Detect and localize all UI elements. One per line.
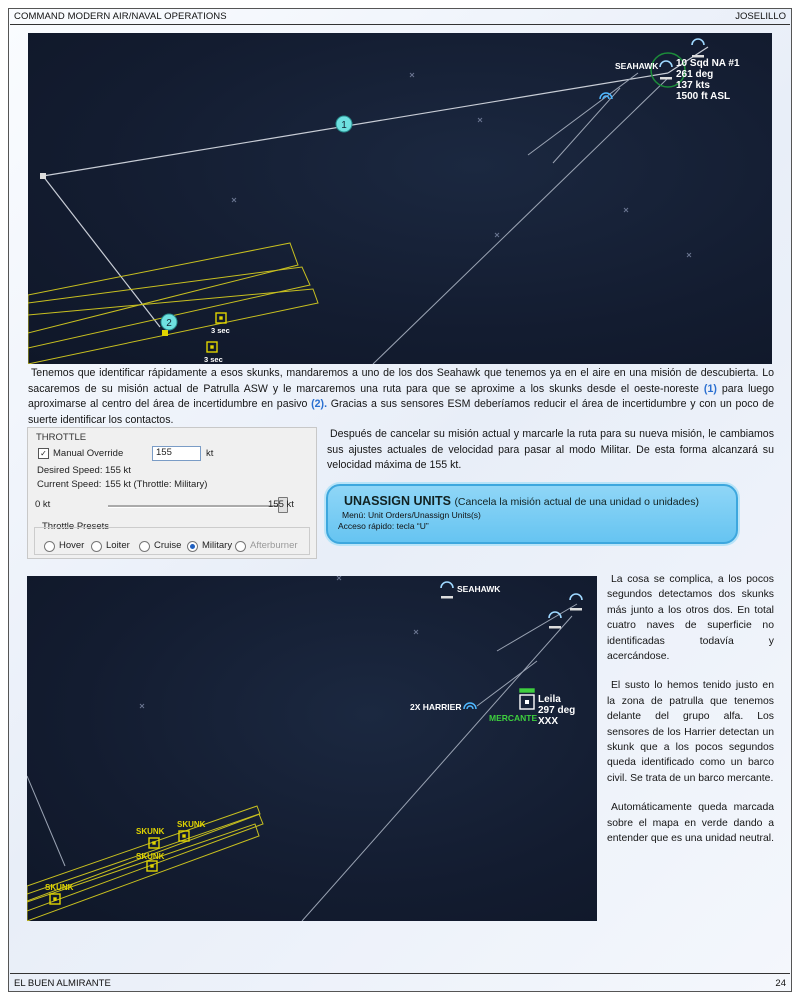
preset-afterburner-radio[interactable] — [235, 541, 246, 552]
current-speed-value: 155 kt (Throttle: Military) — [105, 479, 208, 490]
unassign-menu: Menú: Unit Orders/Unassign Units(s) — [342, 510, 481, 520]
speed-unit: kt — [206, 448, 214, 459]
desired-speed-label: Desired Speed: — [37, 465, 103, 476]
header-author: JOSELILLO — [735, 11, 786, 22]
seahawk-icon-2 — [441, 582, 453, 599]
skunk-label-1: SKUNK — [177, 820, 206, 829]
preset-military-radio[interactable] — [187, 541, 198, 552]
merchant-label: MERCANTE — [489, 713, 538, 723]
uncertainty-area-2 — [27, 806, 263, 921]
seahawk-icon — [660, 61, 672, 80]
uncertainty-area-1 — [28, 243, 318, 364]
route-marker-2 — [161, 314, 177, 330]
slider-min-label: 0 kt — [35, 499, 51, 510]
merchant-ship-icon — [520, 689, 534, 709]
map1-unit-info-4: 1500 ft ASL — [676, 91, 731, 102]
helicopter-icon-east-2 — [570, 594, 582, 611]
preset-hover-radio[interactable] — [44, 541, 55, 552]
route-marker-1 — [336, 116, 352, 132]
para1-ref-1: (1) — [703, 382, 717, 395]
page-number: 24 — [775, 978, 786, 989]
presets-title: Throttle Presets — [42, 521, 110, 532]
unassign-title-line — [344, 494, 699, 508]
route-waypoint-end — [162, 330, 168, 336]
route-waypoint-start — [40, 173, 46, 179]
map1-seahawk-label: SEAHAWK — [615, 61, 659, 71]
side-paragraph-2: El susto lo hemos tenido justo en la zona de patrulla que tenemos delante del grupo alfa. Los sensores de los Harrier detectan un skunk que a los pocos segundos queda identificado como un barco civil. Se trata de un barco mercante. — [607, 680, 774, 784]
map1-crosses — [232, 73, 691, 257]
para1-text-c: Gracias a sus sensores ESM deberíamos reducir el área de incertidumbre y con un poco de suerte identificar los contactos. — [28, 398, 774, 426]
unassign-units-box — [326, 484, 738, 544]
skunk-label-4: SKUNK — [45, 883, 74, 892]
unassign-subtitle: (Cancela la misión actual de una unidad o unidades) — [454, 496, 700, 508]
para1-text-b: para luego aproximarse al centro del área de incertidumbre en pasivo — [28, 382, 774, 410]
preset-hover-label: Hover — [59, 540, 85, 551]
map-screenshot-2 — [27, 576, 597, 921]
skunk-label-2: SKUNK — [136, 827, 165, 836]
route-marker-2-label: 2 — [166, 318, 172, 329]
throttle-presets-group — [34, 527, 310, 555]
para1-ref-2: (2). — [311, 398, 328, 410]
map2-seahawk-label: SEAHAWK — [457, 584, 501, 594]
paragraph-mission — [28, 366, 774, 428]
unassign-shortcut: Acceso rápido: tecla “U” — [338, 521, 429, 531]
map2-crosses — [140, 576, 418, 708]
preset-loiter-label: Loiter — [106, 540, 130, 551]
ship-info-1: Leila — [538, 694, 561, 705]
side-text-column — [607, 572, 774, 847]
harrier-icon — [464, 703, 476, 709]
contact-time-b: 3 sec — [204, 355, 223, 364]
slider-max-label: 155 kt — [268, 499, 294, 510]
map1-unit-info-2: 261 deg — [676, 69, 714, 80]
helicopter-icon-north — [692, 39, 704, 58]
side-paragraph-1: La cosa se complica, a los pocos segundos detectamos dos skunks más junto a los otros dos. En total cuatro naves de superficie no identificadas todavía y acercándose. — [607, 574, 774, 663]
skunk-label-3: SKUNK — [136, 852, 165, 861]
header-title: COMMAND MODERN AIR/NAVAL OPERATIONS — [14, 11, 227, 22]
manual-override-checkbox[interactable]: ✓ — [38, 448, 49, 459]
footer-title: EL BUEN ALMIRANTE — [14, 978, 111, 989]
unassign-title: UNASSIGN UNITS — [344, 494, 451, 508]
preset-military-label: Military — [202, 540, 233, 551]
map-screenshot-1 — [28, 33, 772, 364]
map1-route-lines — [43, 47, 708, 327]
harrier-label: 2X HARRIER — [410, 702, 462, 712]
footer-rule — [10, 973, 790, 974]
paragraph-speed: Después de cancelar su misión actual y marcarle la ruta para su nueva misión, le cambiamos sus ajustes actuales de velocidad para pasar al modo Militar. De esta forma alcanzará su velocidad máxima de 155 kt. — [327, 428, 774, 471]
skunk-contact-a — [216, 313, 226, 323]
route-marker-1-label: 1 — [341, 120, 347, 131]
throttle-title: THROTTLE — [36, 432, 87, 443]
preset-afterburner-label: Afterburner — [250, 540, 298, 551]
map1-unit-info-3: 137 kts — [676, 80, 710, 91]
helicopter-icon-east-1 — [549, 612, 561, 629]
sonar-icon — [600, 93, 612, 99]
side-paragraph-3: Automáticamente queda marcada sobre el mapa en verde dando a entender que es una unidad neutral. — [607, 802, 774, 845]
map1-unit-info-1: 10 Sqd NA #1 — [676, 58, 740, 69]
map1-sensor-lines — [373, 73, 668, 364]
throttle-slider-track[interactable] — [108, 505, 286, 508]
speed-input[interactable]: 155 — [152, 446, 201, 461]
manual-override-label: Manual Override — [53, 448, 124, 459]
ship-info-3: XXX — [538, 716, 559, 727]
current-speed-label: Current Speed: — [37, 479, 102, 490]
preset-cruise-radio[interactable] — [139, 541, 150, 552]
ship-info-2: 297 deg — [538, 705, 576, 716]
para1-text-a: Tenemos que identificar rápidamente a esos skunks, mandaremos a uno de los dos Seahawk que tenemos ya en el aire en una misión de descubierta. Lo sacaremos de su misión actual de Patrulla ASW y le marcaremos una ruta para que se aproxime a los skunks desde el oeste-noreste — [28, 367, 774, 395]
contact-time-a: 3 sec — [211, 326, 230, 335]
preset-loiter-radio[interactable] — [91, 541, 102, 552]
desired-speed-value: 155 kt — [105, 465, 131, 476]
skunk-contact-b — [207, 342, 217, 352]
preset-cruise-label: Cruise — [154, 540, 182, 551]
header-rule — [10, 24, 790, 25]
throttle-panel — [27, 427, 317, 559]
